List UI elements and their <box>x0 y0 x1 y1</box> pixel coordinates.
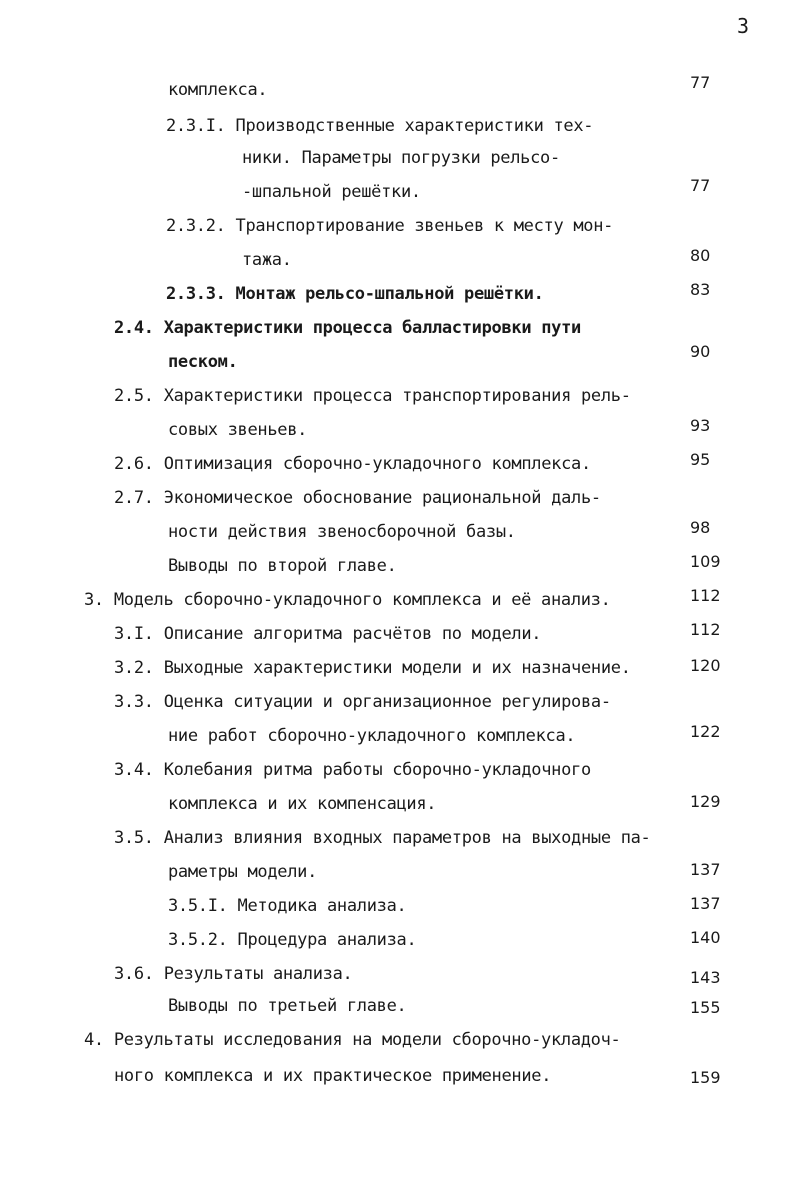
toc-text: Анализ влияния входных параметров на выходные па- <box>163 828 651 848</box>
toc-line <box>168 420 307 440</box>
toc-text: Методика анализа. <box>237 896 407 916</box>
toc-line <box>166 216 613 236</box>
toc-text: совых звеньев. <box>168 420 308 440</box>
toc-number: 3.5.2. <box>168 930 228 950</box>
toc-number: 3.4. <box>114 760 154 780</box>
toc-line <box>84 1030 621 1050</box>
toc-page: 120 <box>690 656 721 675</box>
toc-page: 109 <box>690 552 721 571</box>
toc-number: 2.4. <box>114 318 154 338</box>
toc-number: 3.2. <box>114 658 154 678</box>
toc-text: ного комплекса и их практическое применение. <box>114 1066 552 1086</box>
toc-line <box>114 828 651 848</box>
toc-line <box>168 930 416 950</box>
toc-text: Описание алгоритма расчётов по модели. <box>163 624 542 644</box>
toc-line <box>168 996 406 1016</box>
toc-page: 112 <box>690 586 721 605</box>
toc-line <box>168 80 267 100</box>
toc-page: 90 <box>690 342 711 361</box>
toc-page: 129 <box>690 792 721 811</box>
page-number: 3 <box>737 14 750 38</box>
toc-text: Результаты анализа. <box>163 964 353 984</box>
toc-number: 3. <box>84 590 104 610</box>
toc-number: 3.5. <box>114 828 154 848</box>
toc-text: Выходные характеристики модели и их назначение. <box>163 658 631 678</box>
toc-number: 2.7. <box>114 488 154 508</box>
toc-text: Модель сборочно-укладочного комплекса и её анализ. <box>113 590 611 610</box>
toc-text: -шпальной решётки. <box>242 182 421 202</box>
toc-number: 2.3.3. <box>166 284 226 304</box>
toc-line <box>168 522 516 542</box>
toc-line <box>168 896 406 916</box>
toc-line <box>114 964 352 984</box>
toc-number: 2.5. <box>114 386 154 406</box>
toc-line <box>114 692 611 712</box>
toc-line <box>114 624 541 644</box>
toc-line <box>114 386 631 406</box>
toc-line <box>242 182 421 202</box>
toc-line <box>114 318 581 338</box>
toc-line <box>114 658 631 678</box>
toc-line <box>114 488 601 508</box>
toc-page: 122 <box>690 722 721 741</box>
toc-text: тажа. <box>242 250 292 270</box>
toc-number: 3.I. <box>114 624 154 644</box>
toc-text: Экономическое обоснование рациональной даль- <box>163 488 601 508</box>
toc-text: Процедура анализа. <box>237 930 417 950</box>
toc-page: 143 <box>690 968 721 987</box>
toc-page: 112 <box>690 620 721 639</box>
toc-text: Результаты исследования на модели сборочно-укладоч- <box>113 1030 621 1050</box>
toc-text: песком. <box>168 352 238 372</box>
toc-line <box>166 116 593 136</box>
toc-number: 4. <box>84 1030 104 1050</box>
toc-text: ники. Параметры погрузки рельсо- <box>242 148 560 168</box>
toc-number: 3.6. <box>114 964 154 984</box>
toc-page: 80 <box>690 246 711 265</box>
toc-line <box>168 794 436 814</box>
toc-line <box>114 1066 551 1086</box>
toc-line <box>114 760 591 780</box>
toc-text: ности действия звеносборочной базы. <box>168 522 516 542</box>
toc-page: 83 <box>690 280 711 299</box>
toc-text: комплекса. <box>168 80 268 100</box>
toc-text: Характеристики процесса балластировки пути <box>163 318 581 338</box>
toc-text: Монтаж рельсо-шпальной решётки. <box>235 284 544 304</box>
toc-line <box>242 148 560 168</box>
toc-number: 2.3.I. <box>166 116 226 136</box>
toc-line <box>242 250 292 270</box>
toc-line <box>168 556 397 576</box>
toc-line <box>168 726 575 746</box>
toc-text: Колебания ритма работы сборочно-укладочного <box>163 760 591 780</box>
toc-text: раметры модели. <box>168 862 318 882</box>
toc-text: Транспортирование звеньев к месту мон- <box>235 216 614 236</box>
toc-page: 137 <box>690 894 721 913</box>
toc-page: 95 <box>690 450 711 469</box>
toc-text: Оптимизация сборочно-укладочного комплекса. <box>163 454 591 474</box>
toc-line <box>168 862 317 882</box>
toc-number: 2.3.2. <box>166 216 226 236</box>
toc-text: ние работ сборочно-укладочного комплекса. <box>168 726 576 746</box>
toc-text: Производственные характеристики тех- <box>235 116 594 136</box>
toc-line <box>166 284 544 304</box>
toc-page: 159 <box>690 1068 721 1087</box>
toc-line <box>84 590 611 610</box>
toc-page: 77 <box>690 176 711 195</box>
toc-text: комплекса и их компенсация. <box>168 794 437 814</box>
toc-page: 155 <box>690 998 721 1017</box>
toc-page: 77 <box>690 73 711 92</box>
toc-page: 140 <box>690 928 721 947</box>
toc-line <box>114 454 591 474</box>
toc-page: 137 <box>690 860 721 879</box>
toc-text: Характеристики процесса транспортирования рель- <box>163 386 631 406</box>
toc-number: 3.5.I. <box>168 896 228 916</box>
toc-page: 98 <box>690 518 711 537</box>
toc-text: Выводы по второй главе. <box>168 556 397 576</box>
toc-number: 2.6. <box>114 454 154 474</box>
toc-number: 3.3. <box>114 692 154 712</box>
toc-line <box>168 352 238 372</box>
toc-text: Выводы по третьей главе. <box>168 996 407 1016</box>
toc-page: 93 <box>690 416 711 435</box>
toc-text: Оценка ситуации и организационное регулирова- <box>163 692 611 712</box>
